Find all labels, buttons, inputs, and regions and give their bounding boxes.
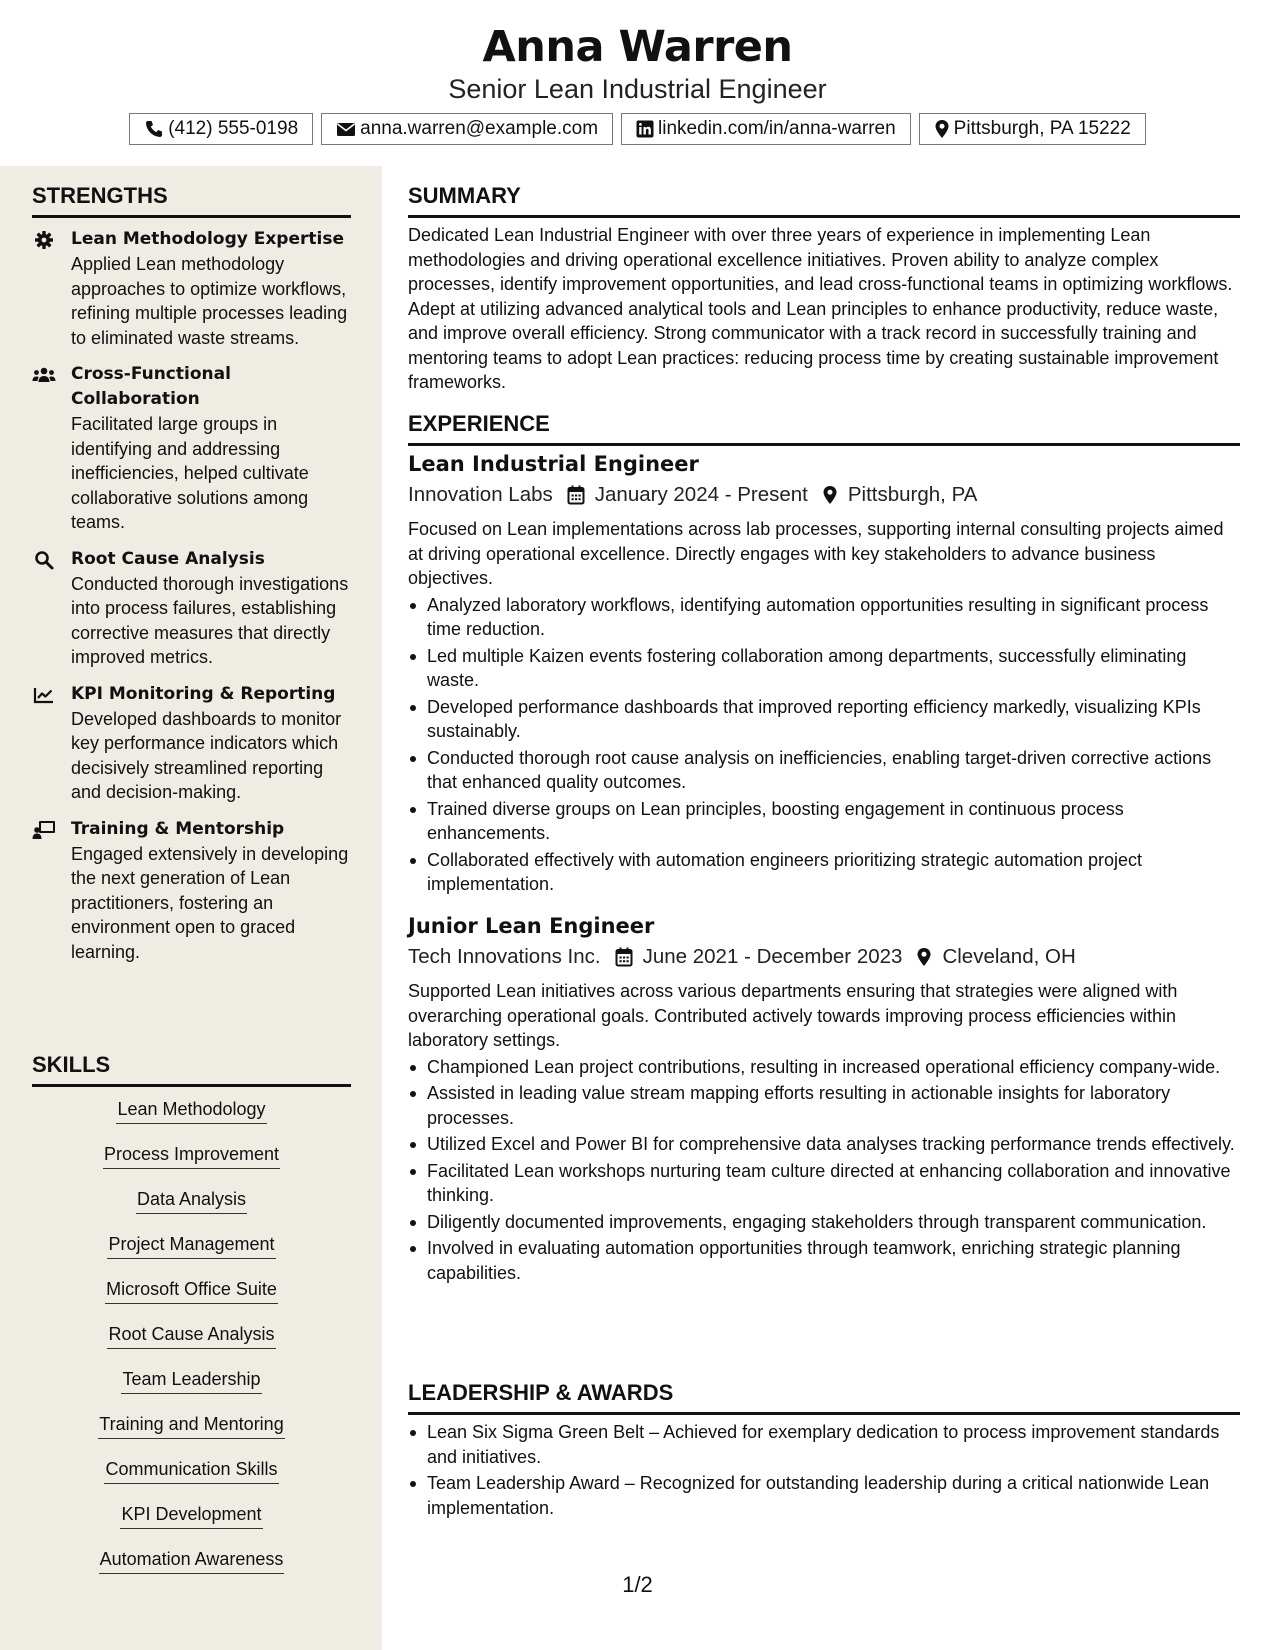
job-bullet: Developed performance dashboards that improved reporting efficiency markedly, visualizing KPIs sustainably. [408,695,1240,744]
job-bullets [408,593,1240,897]
linkedin-icon [636,120,654,138]
calendar-icon [567,485,585,505]
skill-item [32,1096,351,1141]
chalkboard-teacher-icon [32,820,56,840]
skill-label: Team Leadership [121,1366,261,1394]
linkedin-text: linkedin.com/in/anna-warren [658,118,896,139]
envelope-icon [336,120,356,138]
skill-item [32,1411,351,1456]
contact-bar [0,113,1275,145]
skill-item [32,1321,351,1366]
job-company: Innovation Labs [408,483,553,506]
strength-desc: Developed dashboards to monitor key performance indicators which decisively streamlined reporting and decision-making. [71,708,342,802]
job-description: Focused on Lean implementations across lab processes, supporting internal consulting projects aimed at driving operational excellence. Directly engages with key stakeholders to advance business objectives. [408,519,1224,588]
page-number: 1/2 [622,1572,653,1597]
job-bullet: Conducted thorough root cause analysis on inefficiencies, enabling target-driven corrective actions that enhanced quality outcomes. [408,746,1240,795]
strengths-list [32,227,357,976]
job-bullet: Collaborated effectively with automation engineers prioritizing strategic automation project implementation. [408,848,1240,897]
resume-header [0,0,1275,166]
strength-title: Cross-Functional Collaboration [71,364,231,409]
map-pin-icon [822,485,838,505]
skill-label: Data Analysis [136,1186,247,1214]
job-entry [408,452,1240,899]
strength-title: Root Cause Analysis [71,548,265,569]
job-meta [408,942,1240,972]
contact-email[interactable] [321,113,613,145]
location-text: Pittsburgh, PA 15222 [953,118,1131,139]
skill-label: Lean Methodology [116,1096,266,1124]
job-location: Pittsburgh, PA [847,483,978,506]
job-bullet: Championed Lean project contributions, resulting in increased operational efficiency company-wide. [408,1055,1240,1080]
skill-label: Automation Awareness [99,1546,285,1574]
skill-item [32,1501,351,1546]
job-meta [408,480,1240,510]
job-bullet: Facilitated Lean workshops nurturing team culture directed at enhancing collaboration and innovative thinking. [408,1159,1240,1208]
map-pin-icon [934,119,950,139]
strength-desc: Engaged extensively in developing the next generation of Lean practitioners, fostering an environment open to graced learning. [71,843,349,962]
candidate-name: Anna Warren [482,22,793,72]
strength-title: Training & Mentorship [71,818,285,839]
job-bullet: Trained diverse groups on Lean principles, boosting engagement in continuous process enhancements. [408,797,1240,846]
strength-item [32,817,357,965]
job-bullet: Analyzed laboratory workflows, identifying automation opportunities resulting in significant process time reduction. [408,593,1240,642]
job-bullet: Assisted in leading value stream mapping efforts resulting in actionable insights for laboratory processes. [408,1081,1240,1130]
job-dates: June 2021 - December 2023 [642,945,903,968]
skill-item [32,1366,351,1411]
skill-item [32,1141,351,1186]
award-item: Team Leadership Award – Recognized for outstanding leadership during a critical nationwide Lean implementation. [408,1471,1240,1520]
skills-list [32,1096,351,1591]
skill-label: Microsoft Office Suite [105,1276,278,1304]
contact-linkedin[interactable] [621,113,911,145]
job-bullet: Led multiple Kaizen events fostering collaboration among departments, successfully eliminating waste. [408,644,1240,693]
job-description: Supported Lean initiatives across various departments ensuring that strategies were aligned with overarching operational goals. Contributed actively towards improving process efficiencies within laboratory settings. [408,981,1178,1050]
summary-text: Dedicated Lean Industrial Engineer with over three years of experience in implementing Lean methodologies and driving operational excellence initiatives. Proven ability to analyze complex processes, identify improvement opportunities, and lead cross-functional teams in optimizing workflows. Adept at utilizing advanced analytical tools and Lean principles to enhance productivity, reduce waste, and improve overall efficiency. Strong communicator with a track record in successfully training and mentoring teams to adopt Lean practices: reducing process time by creating sustainable improvement frameworks. [408,225,1233,392]
strength-item [32,547,357,670]
awards-heading: LEADERSHIP & AWARDS [408,1380,1240,1415]
job-location: Cleveland, OH [942,945,1076,968]
skill-label: KPI Development [120,1501,262,1529]
strength-title: KPI Monitoring & Reporting [71,683,336,704]
skill-label: Project Management [107,1231,275,1259]
skill-label: Training and Mentoring [98,1411,284,1439]
line-chart-icon [32,685,56,705]
skills-heading: SKILLS [32,1052,351,1087]
strength-desc: Facilitated large groups in identifying and addressing inefficiencies, helped cultivate collaborative solutions among teams. [71,414,309,532]
users-icon [32,365,56,385]
skill-item [32,1186,351,1231]
gear-icon [32,230,56,250]
job-bullet: Involved in evaluating automation opportunities through teamwork, enriching strategic planning capabilities. [408,1236,1240,1285]
strength-desc: Conducted thorough investigations into process failures, establishing corrective measures that directly improved metrics. [71,573,349,667]
job-bullets [408,1055,1240,1286]
skill-label: Root Cause Analysis [107,1321,275,1349]
calendar-icon [615,947,633,967]
awards-list [408,1420,1240,1522]
job-title: Lean Industrial Engineer [408,452,699,476]
email-text: anna.warren@example.com [360,118,599,139]
search-icon [32,550,56,570]
job-company: Tech Innovations Inc. [408,945,601,968]
candidate-role: Senior Lean Industrial Engineer [448,74,827,104]
job-dates: January 2024 - Present [594,483,808,506]
job-title: Junior Lean Engineer [408,914,655,938]
strength-title: Lean Methodology Expertise [71,229,344,249]
phone-icon [144,119,164,139]
skill-item [32,1231,351,1276]
map-pin-icon [916,947,932,967]
strength-desc: Applied Lean methodology approaches to optimize workflows, refining multiple processes leading to eliminated waste streams. [71,254,348,348]
skill-item [32,1456,351,1501]
strengths-heading: STRENGTHS [32,183,351,218]
strength-item [32,227,357,350]
skill-label: Communication Skills [104,1456,278,1484]
strength-item [32,682,357,805]
experience-heading: EXPERIENCE [408,411,1240,446]
job-bullet: Diligently documented improvements, engaging stakeholders through transparent communication. [408,1210,1240,1235]
skill-label: Process Improvement [103,1141,280,1169]
strength-item [32,362,357,535]
contact-location[interactable] [919,113,1146,145]
job-bullet: Utilized Excel and Power BI for comprehensive data analyses tracking performance trends effectively. [408,1132,1240,1157]
contact-phone[interactable] [129,113,313,145]
skill-item [32,1276,351,1321]
award-item: Lean Six Sigma Green Belt – Achieved for exemplary dedication to process improvement standards and initiatives. [408,1420,1240,1469]
summary-heading: SUMMARY [408,183,1240,218]
job-entry [408,914,1240,1287]
phone-text: (412) 555-0198 [168,118,299,139]
